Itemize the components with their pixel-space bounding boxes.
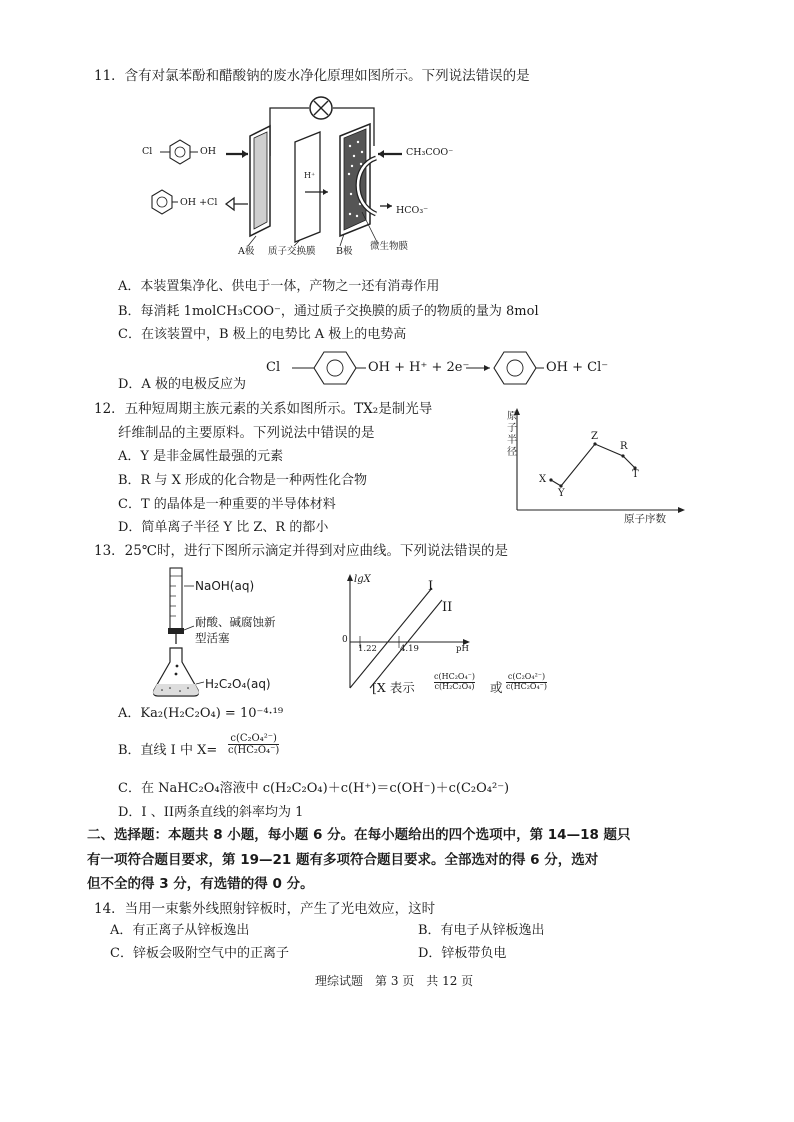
q11-option-a: A．本装置集净化、供电于一体，产物之一还有消毒作用 <box>118 279 440 294</box>
q13-graph-line-2: II <box>442 600 453 615</box>
q12-ylabel-4: 径 <box>507 447 517 458</box>
q11-electrolysis-diagram <box>130 96 460 266</box>
q13-graph-origin: 0 <box>342 635 348 645</box>
q13-note-f1-numerator: c(HC₂O₄⁻) <box>434 672 476 681</box>
q12-point-y: Y <box>558 488 565 499</box>
q13-option-b-denominator: c(HC₂O₄⁻) <box>228 745 280 756</box>
q13-option-a: A．Ka₂(H₂C₂O₄) = 10⁻⁴·¹⁹ <box>118 706 284 721</box>
q11-plate-b-label: B极 <box>336 246 353 257</box>
q13-option-b-numerator: c(C₂O₄²⁻) <box>230 733 277 744</box>
q11-hco3-label: HCO₃⁻ <box>396 205 429 216</box>
q14-option-c: C．锌板会吸附空气中的正离子 <box>110 946 289 961</box>
q12-point-z: Z <box>591 431 598 442</box>
q11-stem: 11．含有对氯苯酚和醋酸钠的废水净化原理如图所示。下列说法错误的是 <box>94 68 530 84</box>
q12-stem-line1: 12．五种短周期主族元素的关系如图所示。TX₂是制光导 <box>94 401 433 417</box>
q13-stopcock-label-1: 耐酸、碱腐蚀新 <box>195 615 276 629</box>
q11-microbe-label: 微生物膜 <box>370 241 409 252</box>
q11-plate-a-label: A极 <box>238 246 255 257</box>
q11-acetate-label: CH₃COO⁻ <box>406 147 454 158</box>
q11-d-cl: Cl <box>266 360 281 375</box>
q11-option-d-prefix: D．A 极的电极反应为 <box>118 377 246 392</box>
q11-membrane-label: 质子交换膜 <box>268 246 316 257</box>
q11-option-b: B．每消耗 1molCH₃COO⁻，通过质子交换膜的质子的物质的量为 8mol <box>118 304 539 319</box>
q12-xlabel: 原子序数 <box>624 513 666 525</box>
q12-option-b: B．R 与 X 形成的化合物是一种两性化合物 <box>118 473 367 488</box>
q13-note-prefix: [X 表示 <box>372 680 415 695</box>
page-footer: 理综试题 第 3 页 共 12 页 <box>315 974 474 988</box>
q13-option-b-fraction <box>228 733 279 756</box>
q13-note-f2-denominator: c(HC₂O₄⁻) <box>506 681 548 691</box>
q12-point-t: T <box>632 469 639 480</box>
q13-note-fraction-1 <box>434 673 475 692</box>
q13-option-b-prefix: B．直线 I 中 X= <box>118 743 218 758</box>
q13-note-f1-denominator: c(H₂C₂O₄) <box>434 681 475 691</box>
q14-stem: 14．当用一束紫外线照射锌板时，产生了光电效应，这时 <box>94 901 436 917</box>
q12-ylabel-2: 子 <box>507 423 517 434</box>
q14-option-a: A．有正离子从锌板逸出 <box>110 923 250 938</box>
q13-naoh-label: NaOH(aq) <box>195 579 255 593</box>
q11-option-c: C．在该装置中，B 极上的电势比 A 极上的电势高 <box>118 327 407 342</box>
q13-option-c: C．在 NaHC₂O₄溶液中 c(H₂C₂O₄)＋c(H⁺)＝c(OH⁻)＋c(C₂O₄²⁻) <box>118 781 510 796</box>
q13-graph-tick-2: 4.19 <box>400 644 419 654</box>
q13-flask-label: H₂C₂O₄(aq) <box>205 677 271 691</box>
q11-product-label: OH +Cl <box>180 197 218 208</box>
q11-d-eq-end: OH + Cl⁻ <box>546 360 609 375</box>
q12-point-r: R <box>620 441 628 452</box>
q11-hplus-label: H⁺ <box>304 171 316 180</box>
q13-stopcock-label-2: 型活塞 <box>195 631 230 645</box>
q12-ylabel-3: 半 <box>507 435 517 446</box>
q12-option-c: C．T 的晶体是一种重要的半导体材料 <box>118 497 336 512</box>
q11-cl-label: Cl <box>142 146 153 157</box>
q13-graph-xlabel: pH <box>456 644 469 654</box>
q13-option-d: D．I 、II两条直线的斜率均为 1 <box>118 805 304 820</box>
q11-oh-label: OH <box>200 146 217 157</box>
q13-note-or: 或 <box>490 680 503 695</box>
q13-stem: 13．25℃时，进行下图所示滴定并得到对应曲线。下列说法错误的是 <box>94 543 508 559</box>
q13-graph-ylabel: lgX <box>354 574 371 585</box>
q11-d-eq-mid: OH + H⁺ + 2e⁻ <box>368 360 470 375</box>
q12-point-x: X <box>539 474 547 485</box>
section2-line-2: 有一项符合题目要求，第 19—21 题有多项符合题目要求。全部选对的得 6 分，选对 <box>87 852 599 868</box>
q12-option-a: A．Y 是非金属性最强的元素 <box>118 449 284 464</box>
section2-line-3: 但不全的得 3 分，有选错的得 0 分。 <box>87 876 314 892</box>
q12-radius-graph <box>505 408 685 518</box>
q12-ylabel-1: 原 <box>507 411 517 422</box>
q13-graph-line-1: I <box>428 579 434 594</box>
q14-option-b: B．有电子从锌板逸出 <box>418 923 545 938</box>
q12-option-d: D．简单离子半径 Y 比 Z、R 的都小 <box>118 520 329 535</box>
q13-note-f2-numerator: c(C₂O₄²⁻) <box>507 672 546 681</box>
section2-line-1: 二、选择题：本题共 8 小题，每小题 6 分。在每小题给出的四个选项中，第 14—18 题只 <box>87 827 631 843</box>
q13-note-fraction-2 <box>506 673 547 692</box>
q13-graph-tick-1: 1.22 <box>358 644 377 654</box>
q14-option-d: D．锌板带负电 <box>418 946 507 961</box>
q12-stem-line2: 纤维制品的主要原料。下列说法中错误的是 <box>118 425 375 441</box>
